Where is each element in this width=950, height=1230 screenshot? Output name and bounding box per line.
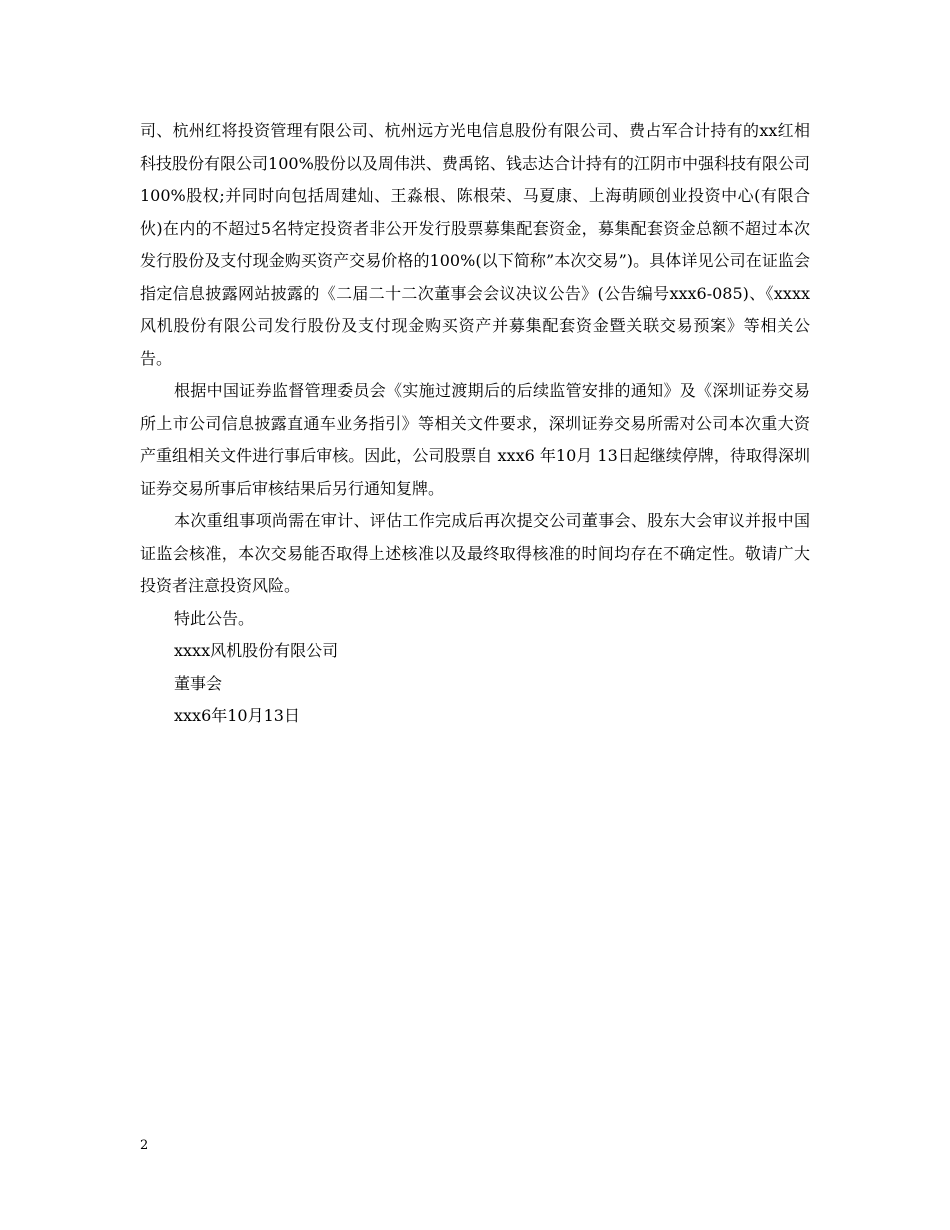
closing-line: 特此公告。	[174, 608, 255, 628]
paragraph-continued: 司、杭州红将投资管理有限公司、杭州远方光电信息股份有限公司、费占军合计持有的xx红相科技股份有限公司100%股份以及周伟洪、费禹铭、钱志达合计持有的江阴市中强科技有限公司100%股权;并同时向包括周建灿、王淼根、陈根荣、马夏康、上海萌顾创业投资中心(有限合伙)在内的不超过5名特定投资者非公开发行股票募集配套资金，募集配套资金总额不超过本次发行股份及支付现金购买资产交易价格的100%(以下简称”本次交易”)。具体详见公司在证监会指定信息披露网站披露的《二届二十二次董事会会议决议公告》(公告编号xxx6-085)、《xxxx风机股份有限公司发行股份及支付现金购买资产并募集配套资金暨关联交易预案》等相关公告。	[140, 121, 810, 368]
document-body	[140, 115, 810, 733]
paragraph-suspension-notice: 根据中国证券监督管理委员会《实施过渡期后的后续监管安排的通知》及《深圳证券交易所上市公司信息披露直通车业务指引》等相关文件要求，深圳证券交易所需对公司本次重大资产重组相关文件进行事后审核。因此，公司股票自 xxx6 年10月 13日起继续停牌，待取得深圳证券交易所事后审核结果后另行通知复牌。	[140, 381, 810, 498]
page-number: 2	[140, 1138, 149, 1153]
paragraph-risk-warning: 本次重组事项尚需在审计、评估工作完成后再次提交公司董事会、股东大会审议并报中国证监会核准，本次交易能否取得上述核准以及最终取得核准的时间均存在不确定性。敬请广大投资者注意投资风险。	[140, 511, 810, 595]
announcement-date: xxx6年10月13日	[174, 706, 300, 725]
board-signature: 董事会	[174, 673, 223, 693]
company-name: xxxx风机股份有限公司	[174, 641, 339, 660]
